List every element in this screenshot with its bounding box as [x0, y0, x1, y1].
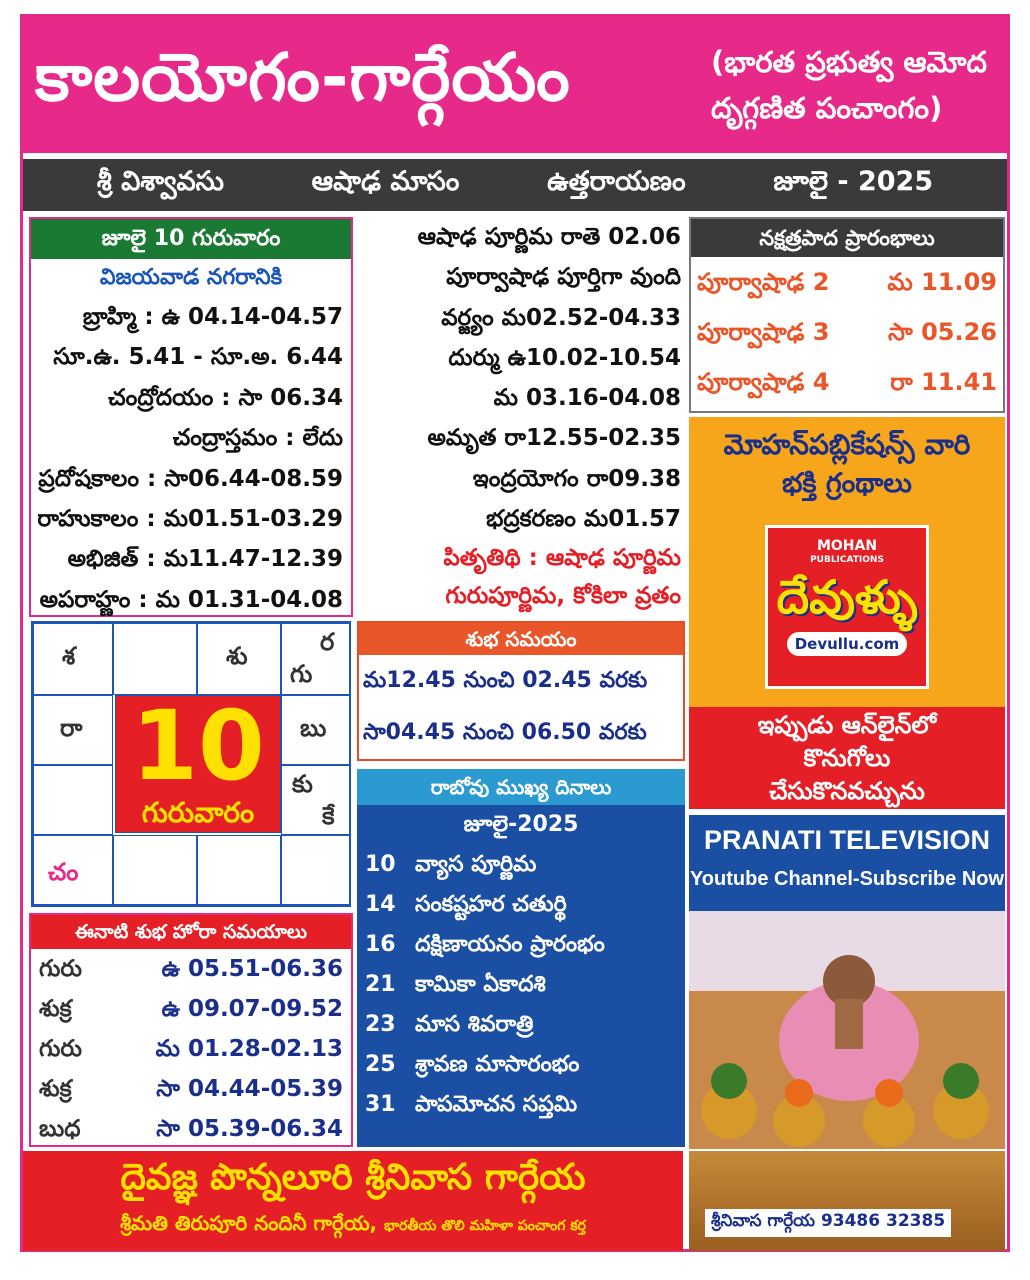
chart-cell — [281, 835, 351, 905]
hora-row — [31, 949, 351, 989]
upcoming-row — [357, 925, 685, 965]
footer-banner — [23, 1151, 683, 1251]
logo-url: Devullu.com — [787, 632, 908, 656]
nakshatra-name: పూర్వాషాఢ 4 — [697, 368, 830, 396]
tithi-row: మ 03.16-04.08 — [493, 385, 681, 412]
upcoming-date: 14 — [365, 892, 396, 917]
timing-row: చంద్రాస్తమం : లేదు — [172, 425, 343, 452]
daily-heading: జూలై 10 గురువారం — [31, 219, 351, 259]
chart-cell-text: రా — [60, 714, 83, 742]
hora-time: సా 05.39-06.34 — [156, 1116, 343, 1142]
author-name: దైవజ్ఞ పొన్నలూరి శ్రీనివాస గార్గేయ — [120, 1157, 586, 1198]
chart-cell-text: కే — [322, 802, 335, 830]
chart-cell — [197, 835, 281, 905]
priest-photo — [689, 911, 1005, 1149]
timing-row: చంద్రోదయం : సా 06.34 — [108, 384, 343, 411]
page-subtitle — [711, 39, 1001, 131]
tithi-row: పూర్వాషాఢ పూర్తిగా వుంది — [446, 264, 681, 291]
daily-timings-panel — [29, 217, 353, 617]
chart-cell — [113, 835, 197, 905]
hora-name: శుక్ర — [39, 1076, 72, 1102]
hora-time: సా 04.44-05.39 — [156, 1076, 343, 1102]
upcoming-event: పాపమోచన సప్తమి — [415, 1092, 578, 1117]
hora-row — [31, 1029, 351, 1069]
hora-row — [31, 989, 351, 1029]
upcoming-event: దక్షిణాయనం ప్రారంభం — [415, 932, 605, 957]
tithi-panel — [357, 217, 685, 617]
hora-row — [31, 1109, 351, 1149]
chart-cell — [197, 623, 281, 695]
hora-time: ఉ 09.07-09.52 — [161, 996, 343, 1022]
date-box — [115, 690, 281, 833]
nakshatra-row — [691, 307, 1003, 357]
buy-line: ఇప్పుడు ఆన్‌లైన్‌లో — [757, 711, 937, 739]
subtitle-line-2: దృగ్గణిత పంచాంగం) — [711, 91, 943, 125]
hora-time: ఉ 05.51-06.36 — [161, 956, 343, 982]
chart-cell — [281, 695, 351, 765]
upcoming-date: 31 — [365, 1092, 396, 1117]
priest-photo-illustration — [689, 911, 1005, 1149]
chart-cell-text: శు — [226, 642, 248, 670]
tv-header — [689, 815, 1005, 911]
chart-cell — [113, 623, 197, 695]
nakshatra-row — [691, 357, 1003, 407]
tithi-row: అమృత రా12.55-02.35 — [427, 425, 681, 452]
co-author-line — [23, 1205, 683, 1244]
logo-main-text: దేవుళ్ళు — [776, 570, 918, 624]
upcoming-event: సంకష్టహర చతుర్థి — [415, 892, 567, 917]
topbar-date: జూలై - 2025 — [773, 166, 934, 197]
upcoming-date: 10 — [365, 852, 396, 877]
upcoming-event: వ్యాస పూర్ణిమ — [415, 852, 537, 877]
upcoming-date: 21 — [365, 972, 396, 997]
hora-name: శుక్ర — [39, 996, 72, 1022]
hora-row — [31, 1069, 351, 1109]
shubha-row: మ12.45 నుంచి 02.45 వరకు — [363, 668, 648, 693]
hora-time: మ 01.28-02.13 — [155, 1036, 343, 1062]
tithi-row: ఇంద్రయోగం రా09.38 — [472, 465, 681, 492]
chart-cell — [33, 765, 113, 835]
timing-row: ప్రదోషకాలం : సా06.44-08.59 — [38, 465, 343, 492]
nakshatra-time: సా 05.26 — [887, 318, 997, 346]
upcoming-event: మాస శివరాత్రి — [415, 1012, 534, 1037]
date-weekday: గురువారం — [141, 796, 255, 829]
shubha-row: సా04.45 నుంచి 06.50 వరకు — [363, 720, 647, 745]
upcoming-month: జూలై-2025 — [463, 812, 579, 837]
upcoming-row — [357, 845, 685, 885]
buy-line: చేసుకొనవచ్చును — [769, 777, 925, 805]
upcoming-heading: రాబోవు ముఖ్య దినాలు — [357, 769, 685, 805]
chart-cell — [33, 835, 113, 905]
upcoming-date: 16 — [365, 932, 396, 957]
festival-row: పితృతిథి : ఆషాఢ పూర్ణిమ — [443, 545, 681, 572]
logo-brand-sub: PUBLICATIONS — [810, 555, 884, 565]
upcoming-row — [357, 885, 685, 925]
co-author-name: శ్రీమతి తిరుపూరి నందినీ గార్గేయ, — [120, 1211, 378, 1235]
upcoming-row — [357, 965, 685, 1005]
buy-line: కొనుగోలు — [803, 744, 891, 772]
tithi-row: భద్రకరణం మ01.57 — [486, 506, 681, 533]
chart-cell — [281, 623, 351, 695]
planet-chart — [31, 621, 351, 907]
calendar-page — [20, 14, 1010, 1252]
timing-row: రాహుకాలం : మ01.51-03.29 — [37, 506, 343, 533]
page-title: కాలయోగం-గార్గేయం — [35, 39, 571, 116]
chart-cell — [281, 765, 351, 835]
upcoming-event: శ్రావణ మాసారంభం — [415, 1052, 580, 1077]
shubha-panel — [357, 621, 685, 761]
tv-channel-ad[interactable] — [689, 815, 1005, 1149]
timing-row: అపరాహ్ణం : మ 01.31-04.08 — [39, 586, 343, 613]
ad-title: మోహన్‌పబ్లికేషన్స్ వారి — [723, 428, 971, 461]
city-label: విజయవాడ నగరానికి — [99, 265, 283, 290]
tithi-row: వర్జ్యం మ02.52-04.33 — [441, 304, 681, 331]
chart-cell — [33, 623, 113, 695]
buy-online-banner — [689, 707, 1005, 809]
chart-cell-text: గు — [290, 660, 313, 688]
timing-row: సూ.ఉ. 5.41 - సూ.అ. 6.44 — [53, 344, 343, 371]
contact-caption: శ్రీనివాస గార్గేయ 93486 32385 — [705, 1209, 951, 1237]
chart-cell-text: ర — [320, 628, 335, 656]
timing-row: అభిజిత్ : మ11.47-12.39 — [67, 546, 343, 573]
devullu-logo — [765, 525, 929, 689]
topbar-month: ఆషాఢ మాసం — [311, 166, 460, 197]
header-banner — [23, 17, 1007, 153]
hora-name: గురు — [39, 1036, 82, 1062]
shubha-heading: శుభ సమయం — [359, 623, 683, 655]
publications-ad[interactable] — [689, 417, 1005, 809]
nakshatra-name: పూర్వాషాఢ 3 — [697, 318, 830, 346]
chart-cell-text: కు — [292, 770, 313, 798]
festival-row: గురుపూర్ణిమ, కోకిలా వ్రతం — [445, 583, 681, 610]
ad-subtitle: భక్తి గ్రంథాలు — [782, 468, 912, 499]
tithi-row: ఆషాఢ పూర్ణిమ రాతె 02.06 — [417, 224, 681, 250]
chart-cell-text: శ — [62, 642, 76, 670]
co-author-title: భారతీయ తొలి మహిళా పంచాంగ కర్త — [384, 1218, 586, 1234]
footer-photo-strip — [689, 1151, 1005, 1251]
timing-row: బ్రాహ్మి : ఉ 04.14-04.57 — [82, 304, 343, 330]
chart-cell — [33, 695, 113, 765]
date-number: 10 — [131, 690, 265, 802]
nakshatra-name: పూర్వాషాఢ 2 — [697, 268, 830, 296]
upcoming-event: కామికా ఏకాదశి — [415, 972, 546, 997]
hora-name: బుధ — [39, 1116, 81, 1142]
tv-tagline: Youtube Channel-Subscribe Now — [689, 868, 1005, 890]
upcoming-date: 23 — [365, 1012, 396, 1037]
nakshatra-row — [691, 257, 1003, 307]
nakshatra-heading: నక్షత్రపాద ప్రారంభాలు — [691, 219, 1003, 257]
hora-name: గురు — [39, 956, 82, 982]
chart-cell-text: చం — [48, 858, 79, 886]
logo-brand: MOHAN — [816, 538, 878, 554]
upcoming-date: 25 — [365, 1052, 396, 1077]
upcoming-row — [357, 1045, 685, 1085]
topbar — [23, 159, 1007, 211]
hora-panel — [29, 913, 353, 1147]
tv-name: PRANATI TELEVISION — [703, 825, 991, 855]
subtitle-line-1: (భారత ప్రభుత్వ ఆమోద — [711, 45, 988, 79]
nakshatra-panel — [689, 217, 1005, 413]
upcoming-row — [357, 1085, 685, 1125]
topbar-year: శ్రీ విశ్వావసు — [96, 166, 224, 197]
hora-heading: ఈనాటి శుభ హోరా సమయాలు — [31, 915, 351, 949]
topbar-ayana: ఉత్తరాయణం — [547, 166, 686, 197]
nakshatra-time: మ 11.09 — [887, 268, 997, 296]
upcoming-row — [357, 1005, 685, 1045]
upcoming-days-panel — [357, 769, 685, 1147]
tithi-row: దుర్ము ఉ10.02-10.54 — [448, 344, 681, 371]
nakshatra-time: రా 11.41 — [890, 368, 997, 396]
chart-cell-text: బు — [300, 714, 327, 742]
